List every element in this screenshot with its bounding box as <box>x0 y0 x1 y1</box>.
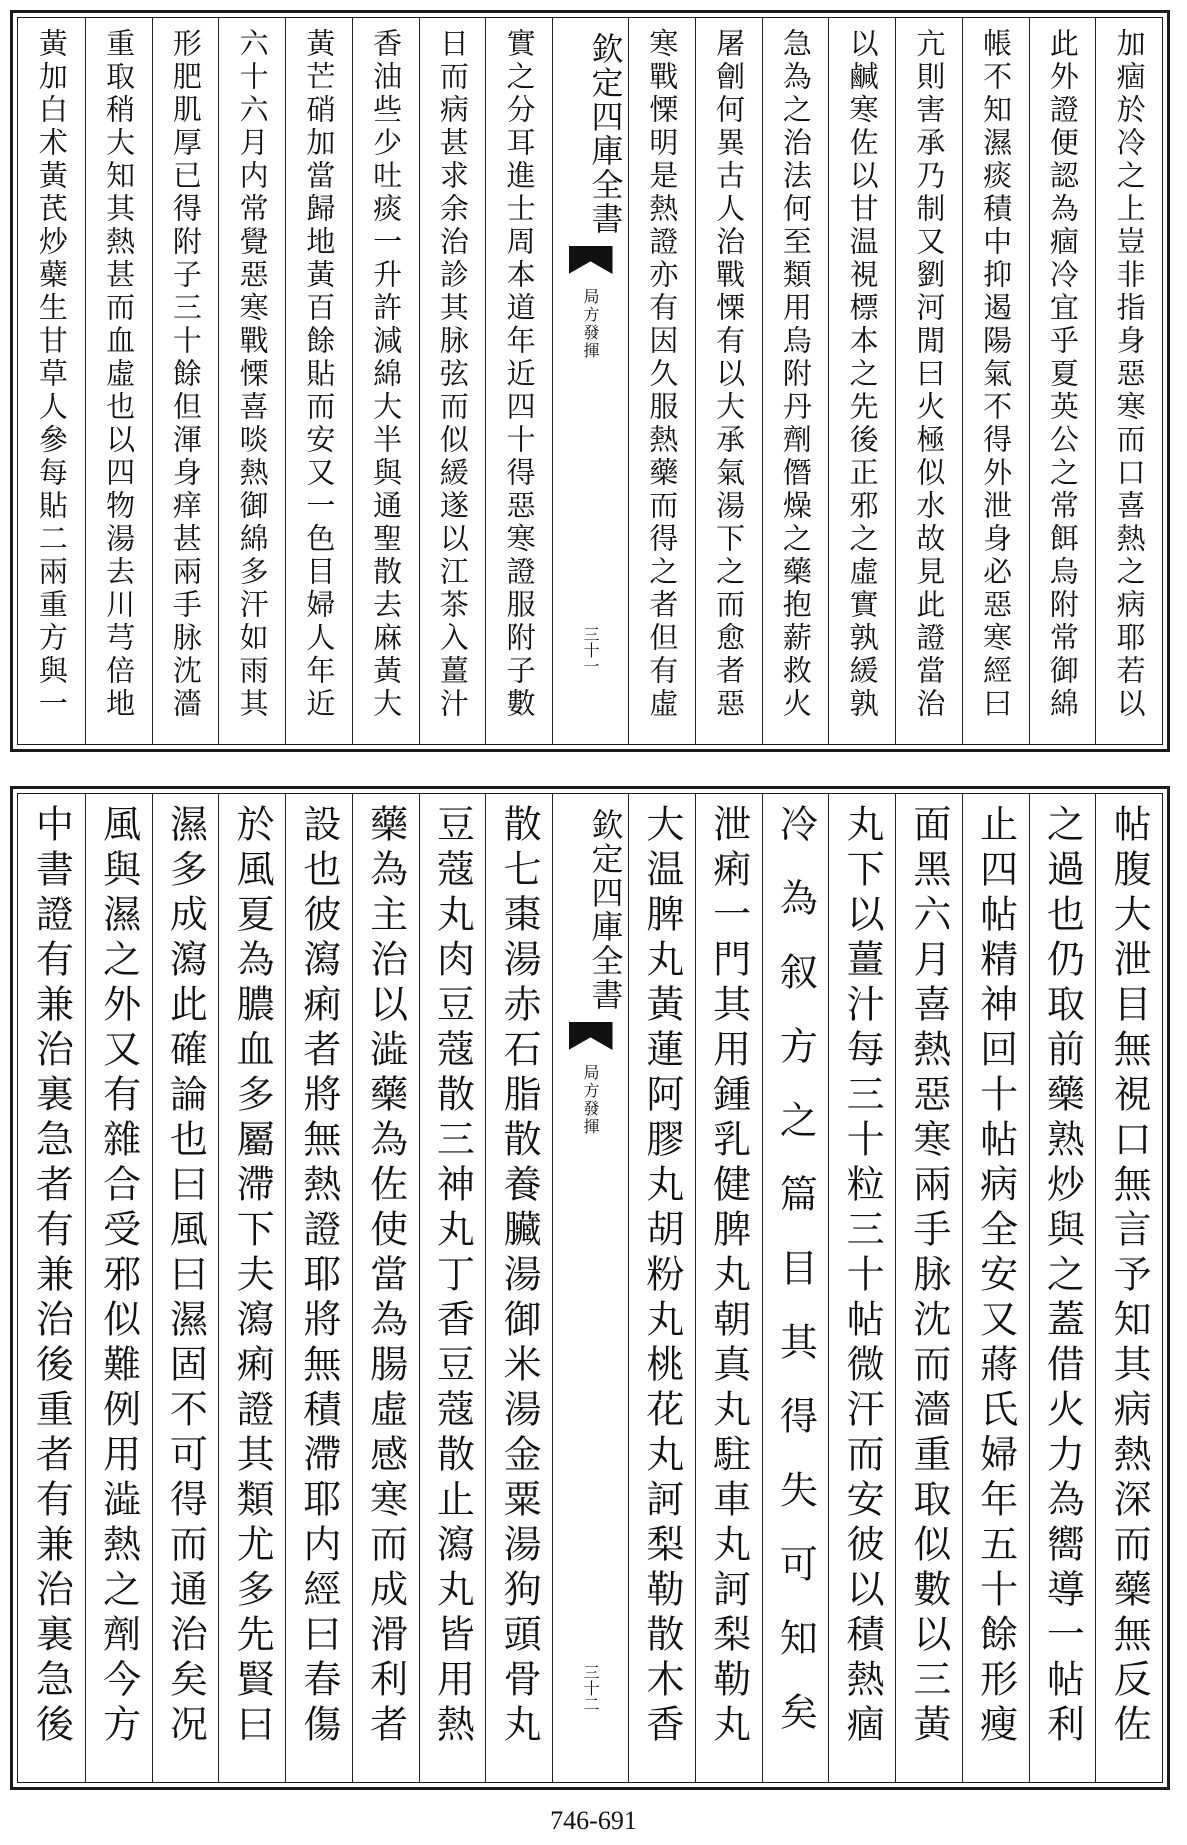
column-text: 加痼於冷之上豈非指身惡寒而口喜熱之病耶若以 <box>1112 28 1147 721</box>
page-top-text-block <box>17 17 1163 745</box>
text-column <box>895 794 962 1782</box>
text-column <box>152 18 219 744</box>
text-column <box>152 794 219 1782</box>
book-title: 欽定四庫全書 <box>586 32 625 236</box>
column-text: 黃芒硝加當歸地黃百餘貼而安又一色目婦人年近 <box>302 28 337 721</box>
text-column <box>828 18 895 744</box>
text-column <box>285 18 352 744</box>
text-column <box>419 794 486 1782</box>
text-column <box>18 794 85 1782</box>
text-column <box>485 18 552 744</box>
fishtail-mark-icon <box>569 1022 613 1050</box>
text-column <box>1095 18 1162 744</box>
fishtail-mark-icon <box>569 246 613 274</box>
page-number-footer: 746-691 <box>550 1806 637 1835</box>
column-text: 之過也仍取前藥熟炒與之蓋借火力為嚮導一帖利 <box>1040 804 1085 1749</box>
column-text: 六十六月内常覺惡寒戰慄喜啖熱御綿多汗如雨其 <box>235 28 270 721</box>
column-text: 重取稍大知其熱甚而血虛也以四物湯去川芎倍地 <box>102 28 137 721</box>
text-column <box>1029 18 1096 744</box>
column-text: 於風夏為膿血多屬滯下夫瀉痢證其類尤多先賢曰 <box>230 804 275 1749</box>
column-text: 面黑六月喜熱惡寒兩手脉沈而濇重取似數以三黃 <box>906 804 951 1749</box>
text-column <box>85 794 152 1782</box>
column-text: 止四帖精神回十帖病全安又蔣氏婦年五十餘形瘦 <box>973 804 1018 1749</box>
column-text: 此外證便認為痼冷宜乎夏英公之常餌烏附常御綿 <box>1045 28 1080 721</box>
folio-number: 三十二 <box>581 1664 600 1712</box>
text-column <box>962 18 1029 744</box>
book-title: 欽定四庫全書 <box>586 808 625 1012</box>
column-text: 濕多成瀉此確論也曰風曰濕固不可得而通治矣况 <box>163 804 208 1749</box>
text-column <box>218 794 285 1782</box>
text-column <box>695 794 762 1782</box>
column-text: 實之分耳進士周本道年近四十得惡寒證服附子數 <box>502 28 537 721</box>
text-column <box>352 18 419 744</box>
text-column <box>695 18 762 744</box>
column-text: 中書證有兼治裏急者有兼治後重者有兼治裏急後 <box>29 804 74 1749</box>
column-text: 冷為叙方之篇目其得失可知矣 <box>773 804 818 1766</box>
page-bottom <box>10 786 1170 1790</box>
text-column <box>18 18 85 744</box>
text-column <box>1095 794 1162 1782</box>
column-text: 帖腹大泄目無視口無言予知其病熱深而藥無反佐 <box>1107 804 1152 1749</box>
column-text: 日而病甚求余治診其脉弦而似緩遂以江茶入薑汁 <box>435 28 470 721</box>
section-title: 局方發揮 <box>581 288 600 360</box>
column-text: 泄痢一門其用鍾乳健脾丸朝真丸駐車丸訶梨勒丸 <box>706 804 751 1749</box>
page-top <box>10 10 1170 752</box>
folio-number: 三十一 <box>581 626 600 674</box>
text-column <box>352 794 419 1782</box>
text-column <box>1029 794 1096 1782</box>
text-column <box>485 794 552 1782</box>
column-text: 寒戰慄明是熱證亦有因久服熱藥而得之者但有虛 <box>645 28 680 721</box>
text-column <box>962 794 1029 1782</box>
text-column <box>628 18 695 744</box>
column-text: 帳不知濕痰積中抑遏陽氣不得外泄身必惡寒經曰 <box>979 28 1014 721</box>
text-column <box>285 794 352 1782</box>
column-text: 藥為主治以澁藥為佐使當為腸虛感寒而成滑利者 <box>363 804 408 1749</box>
center-gutter <box>552 18 628 744</box>
text-column <box>895 18 962 744</box>
text-column <box>828 794 895 1782</box>
text-column <box>762 794 829 1782</box>
column-text: 風與濕之外又有雜合受邪似難例用澁熱之劑今方 <box>96 804 141 1749</box>
column-text: 豆蔻丸肉豆蔻散三神丸丁香豆蔻散止瀉丸皆用熱 <box>430 804 475 1749</box>
column-text: 黃加白术黃芪炒蘗生甘草人參每貼二兩重方與一 <box>34 28 69 721</box>
text-column <box>419 18 486 744</box>
column-text: 亢則害承乃制又劉河閒曰火極似水故見此證當治 <box>912 28 947 721</box>
column-text: 設也彼瀉痢者將無熱證耶將無積滯耶内經曰春傷 <box>296 804 341 1749</box>
column-text: 散七棗湯赤石脂散養臟湯御米湯金粟湯狗頭骨丸 <box>497 804 542 1749</box>
section-title: 局方發揮 <box>581 1064 600 1136</box>
column-text: 大温脾丸黃蓮阿膠丸胡粉丸桃花丸訶梨勒散木香 <box>639 804 684 1749</box>
column-text: 以鹹寒佐以甘温視標本之先後正邪之虛實孰緩孰 <box>845 28 880 721</box>
page-bottom-text-block <box>17 793 1163 1783</box>
text-column <box>762 18 829 744</box>
column-text: 屠劊何異古人治戰慄有以大承氣湯下之而愈者惡 <box>712 28 747 721</box>
column-text: 丸下以薑汁每三十粒三十帖微汗而安彼以積熱痼 <box>840 804 885 1749</box>
column-text: 急為之治法何至類用烏附丹劑僭燥之藥抱薪救火 <box>778 28 813 721</box>
text-column <box>218 18 285 744</box>
column-text: 形肥肌厚已得附子三十餘但渾身痒甚兩手脉沈濇 <box>168 28 203 721</box>
center-gutter <box>552 794 628 1782</box>
text-column <box>628 794 695 1782</box>
text-column <box>85 18 152 744</box>
column-text: 香油些少吐痰一升許減綿大半與通聖散去麻黃大 <box>369 28 404 721</box>
